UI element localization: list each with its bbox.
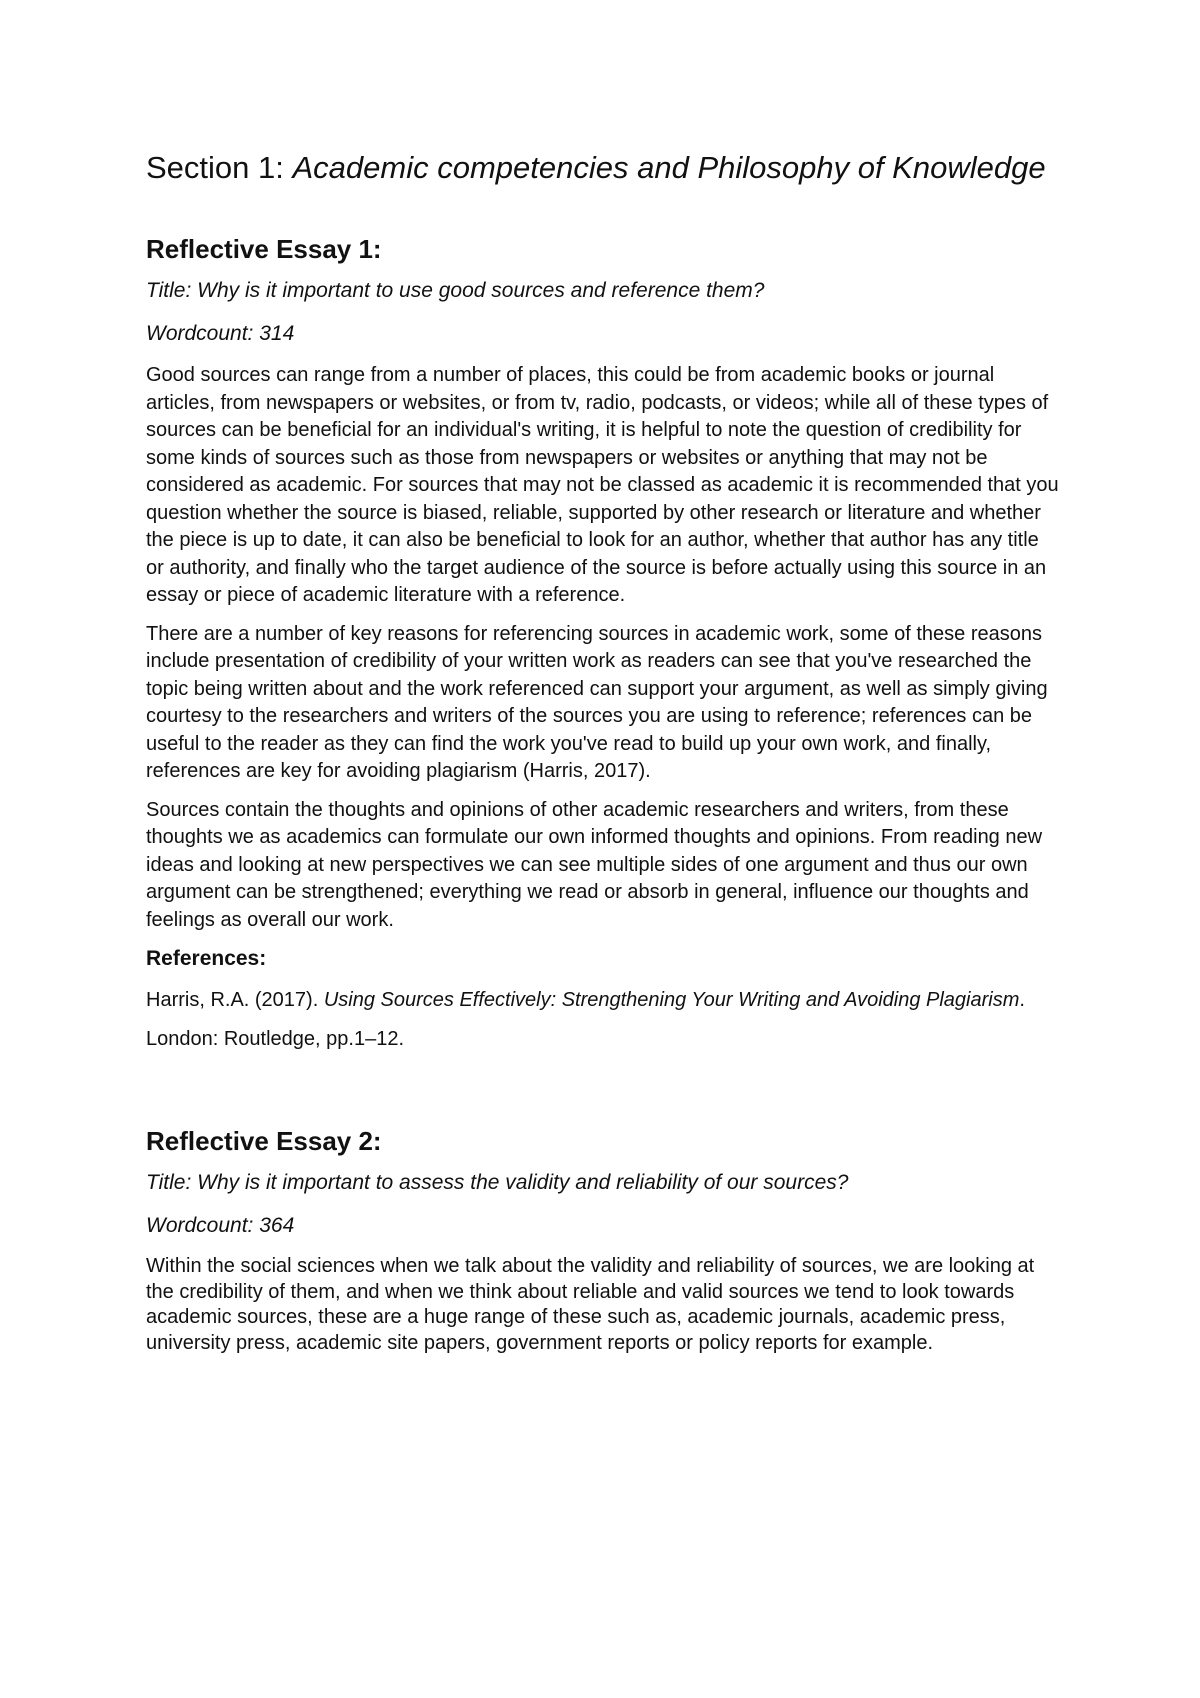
reference-publisher: . London: Routledge, pp.1–12. [146,989,1025,1050]
section-subject: Academic competencies and Philosophy of Knowledge [292,150,1046,185]
references-heading: References: [146,947,267,970]
section-number: Section 1: [146,150,284,185]
reference-title: Using Sources Effectively: Strengthening Your Writing and Avoiding Plagiarism [323,989,1020,1011]
essay-2-title: Title: Why is it important to assess the validity and reliability of our sources? [146,1171,849,1194]
essay-1-heading: Reflective Essay 1: [146,234,382,264]
essay-1-paragraph-3: Sources contain the thoughts and opinions of other academic researchers and writers, from these thoughts we as academics can formulate our own informed thoughts and opinions. From reading new ideas and looking at new perspectives we can see multiple sides of one argument and thus our own argument can be strengthened; everything we read or absorb in general, influence our thoughts and feelings as overall our work. [146,798,1043,931]
essay-2-paragraph-1: Within the social sciences when we talk about the validity and reliability of sources, we are looking at the credibility of them, and when we think about reliable and valid sources we tend to look towards academic sources, these are a huge range of these such as, academic journals, academic press, university press, academic site papers, government reports or policy reports for example. [146,1255,1035,1354]
essay-1-wordcount: Wordcount: 314 [146,322,295,345]
essay-1-paragraph-2: There are a number of key reasons for referencing sources in academic work, some of these reasons include presentation of credibility of your written work as readers can see that you've researched the topic being written about and the work referenced can support your argument, as well as simply giving courtesy to the researchers and writers of the sources you are using to reference; references can be useful to the reader as they can find the work you've read to build up your own work, and finally, references are key for avoiding plagiarism (Harris, 2017). [146,622,1048,782]
essay-2-wordcount: Wordcount: 364 [146,1214,295,1237]
reference-entry [146,981,1062,1059]
section-title [146,148,1062,187]
reference-author: Harris, R.A. (2017). [146,989,319,1011]
document-page [146,148,1062,1356]
essay-1-title: Title: Why is it important to use good sources and reference them? [146,279,765,302]
essay-1-paragraph-1: Good sources can range from a number of places, this could be from academic books or journal articles, from newspapers or websites, or from tv, radio, podcasts, or videos; while all of these types of sources can be beneficial for an individual's writing, it is helpful to note the question of credibility for some kinds of sources such as those from newspapers or websites or anything that may not be considered as academic. For sources that may not be classed as academic it is recommended that you question whether the source is biased, reliable, supported by other research or literature and whether the piece is up to date, it can also be beneficial to look for an author, whether that author has any title or authority, and finally who the target audience of the source is before actually using this source in an essay or piece of academic literature with a reference. [146,364,1059,606]
essay-2-heading: Reflective Essay 2: [146,1126,382,1156]
